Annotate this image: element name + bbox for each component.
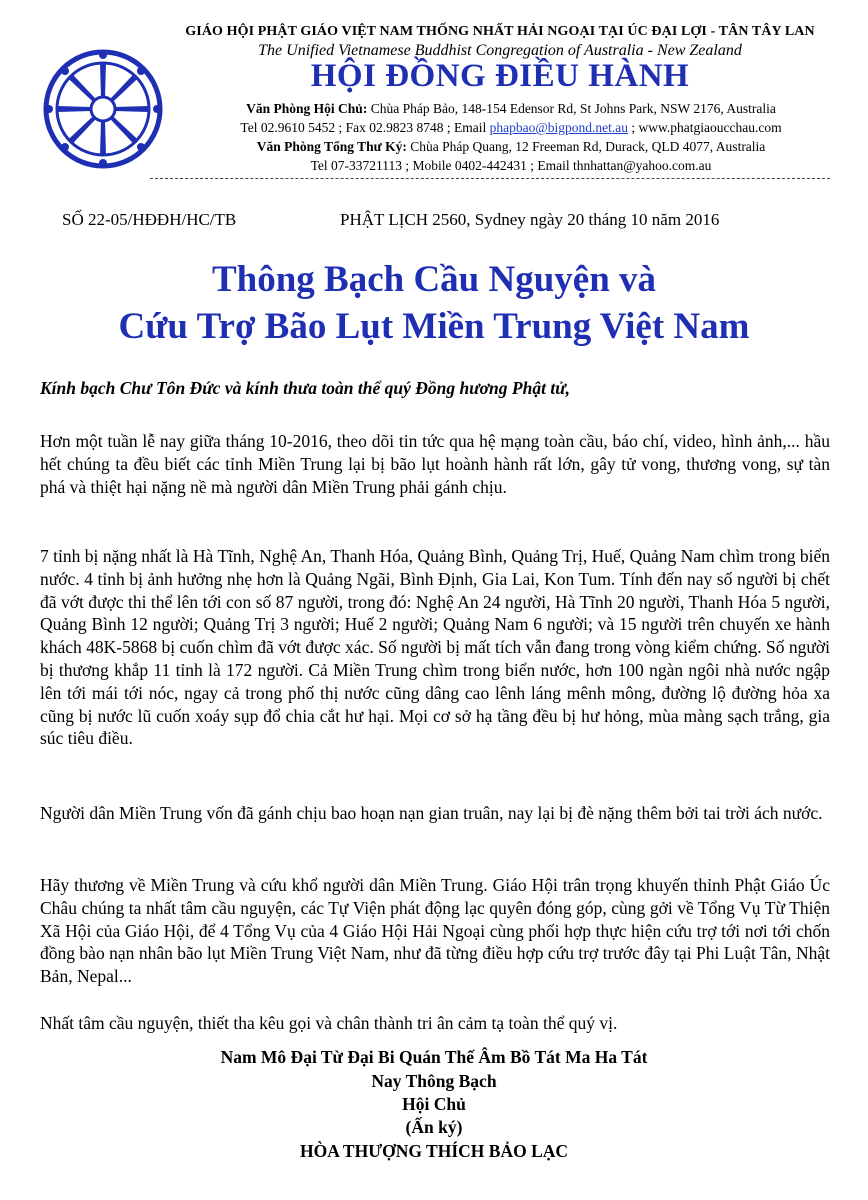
reference-number: SỐ 22-05/HĐĐH/HC/TB [62, 210, 237, 229]
dateline: PHẬT LỊCH 2560, Sydney ngày 20 tháng 10 năm 2016 [340, 210, 720, 229]
org-name-vietnamese: GIÁO HỘI PHẬT GIÁO VIỆT NAM THỐNG NHẤT HẢI NGOẠI TẠI ÚC ĐẠI LỢI - TÂN TÂY LAN [185, 24, 815, 39]
paragraph: 7 tỉnh bị nặng nhất là Hà Tĩnh, Nghệ An, Thanh Hóa, Quảng Bình, Quảng Trị, Huế, Quảng Nam chìm trong biển nước. 4 tỉnh bị ảnh hưởng nhẹ hơn là Quảng Ngãi, Bình Định, Gia Lai, Kon Tum. Tính đến nay số người bị chết đã vớt được thi thể lên tới con số 87 người, trong đó: Nghệ An 24 người, Hà Tĩnh 20 người, Thanh Hóa 5 người, Quảng Bình 12 người; Quảng Trị 3 người; Huế 2 người; Quảng Nam 6 người; và 15 người trên chuyến xe hành khách 48K-5868 bị cuốn chìm đã vớt được xác. Số người bị mất tích vẫn đang trong vòng kiểm chứng. Số người bị thương khắp 11 tỉnh là 172 người. Cả Miền Trung chìm trong biển nước, hơn 100 ngàn ngôi nhà nước ngập lên tới mái tới nóc, ngay cả trong phố thị nước cũng dâng cao lênh láng mênh mông, đường lộ đường hỏa xa cũng bị nước lũ cuốn xoáy sụp đổ chia cắt hư hại. Mọi cơ sở hạ tầng đều bị hư hỏng, mùa màng sạch trắng, gia súc tiêu điều. [40, 546, 830, 749]
title-line-2: Cứu Trợ Bão Lụt Miền Trung Việt Nam [118, 306, 750, 347]
council-name: HỘI ĐỒNG ĐIỀU HÀNH [310, 58, 690, 94]
dharma-wheel-icon [40, 46, 166, 172]
greeting: Kính bạch Chư Tôn Đức và kính thưa toàn thể quý Đồng hương Phật tử, [40, 378, 571, 398]
office1-label: Văn Phòng Hội Chủ: [246, 101, 368, 116]
signature-role: Hội Chủ [402, 1094, 466, 1114]
title-line-1: Thông Bạch Cầu Nguyện và [211, 259, 657, 300]
office1-address: Chùa Pháp Bảo, 148-154 Edensor Rd, St Johns Park, NSW 2176, Australia [367, 101, 776, 116]
signature-seal: (Ấn ký) [405, 1117, 463, 1137]
signature-line: Nay Thông Bạch [371, 1071, 497, 1091]
office1-contact-pre: Tel 02.9610 5452 ; Fax 02.9823 8748 ; Email [240, 120, 490, 135]
office1-contact [166, 120, 856, 136]
signature-invocation: Nam Mô Đại Từ Đại Bi Quán Thế Âm Bồ Tát Ma Ha Tát [220, 1047, 648, 1067]
office2-label: Văn Phòng Tổng Thư Ký: [256, 139, 407, 154]
org-name-english: The Unified Vietnamese Buddhist Congregation of Australia - New Zealand [258, 42, 742, 59]
office1-contact-post: ; www.phatgiaoucchau.com [628, 120, 782, 135]
office2-address: Chùa Pháp Quang, 12 Freeman Rd, Durack, QLD 4077, Australia [406, 139, 766, 154]
office2-contact: Tel 07-33721113 ; Mobile 0402-442431 ; Email thnhattan@yahoo.com.au [310, 158, 712, 173]
header-divider [150, 178, 830, 179]
office1-email-link[interactable]: phapbao@bigpond.net.au [489, 120, 628, 135]
paragraph: Hơn một tuần lễ nay giữa tháng 10-2016, theo dõi tin tức qua hệ mạng toàn cầu, báo chí, video, hình ảnh,... hầu hết chúng ta đều biết các tỉnh Miền Trung lại bị bão lụt hoành hành rất lớn, gây tử vong, thương vong, sự tàn phá và thiệt hại nặng nề mà người dân Miền Trung phải gánh chịu. [40, 431, 830, 497]
paragraph: Nhất tâm cầu nguyện, thiết tha kêu gọi và chân thành tri ân cảm tạ toàn thể quý vị. [40, 1013, 618, 1033]
signature-name: HÒA THƯỢNG THÍCH BẢO LẠC [299, 1141, 569, 1161]
paragraph: Hãy thương về Miền Trung và cứu khổ người dân Miền Trung. Giáo Hội trân trọng khuyến thỉnh Phật Giáo Úc Châu chúng ta nhất tâm cầu nguyện, các Tự Viện phát động lạc quyên đóng góp, cùng gởi về Tổng Vụ Từ Thiện Xã Hội của Giáo Hội, để 4 Tổng Vụ của 4 Giáo Hội Hải Ngoại cùng phối hợp thực hiện cứu trợ tới nơi tới chốn đồng bào nạn nhân bão lụt Miền Trung Việt Nam, như đã từng điều hợp cứu trợ trước đây tại Phi Luật Tân, Nhật Bản, Nepal... [40, 875, 830, 987]
office1-line [166, 101, 856, 117]
office2-line [166, 139, 856, 155]
paragraph: Người dân Miền Trung vốn đã gánh chịu bao hoạn nạn gian truân, nay lại bị đè nặng thêm bởi tai trời ách nước. [40, 803, 823, 823]
